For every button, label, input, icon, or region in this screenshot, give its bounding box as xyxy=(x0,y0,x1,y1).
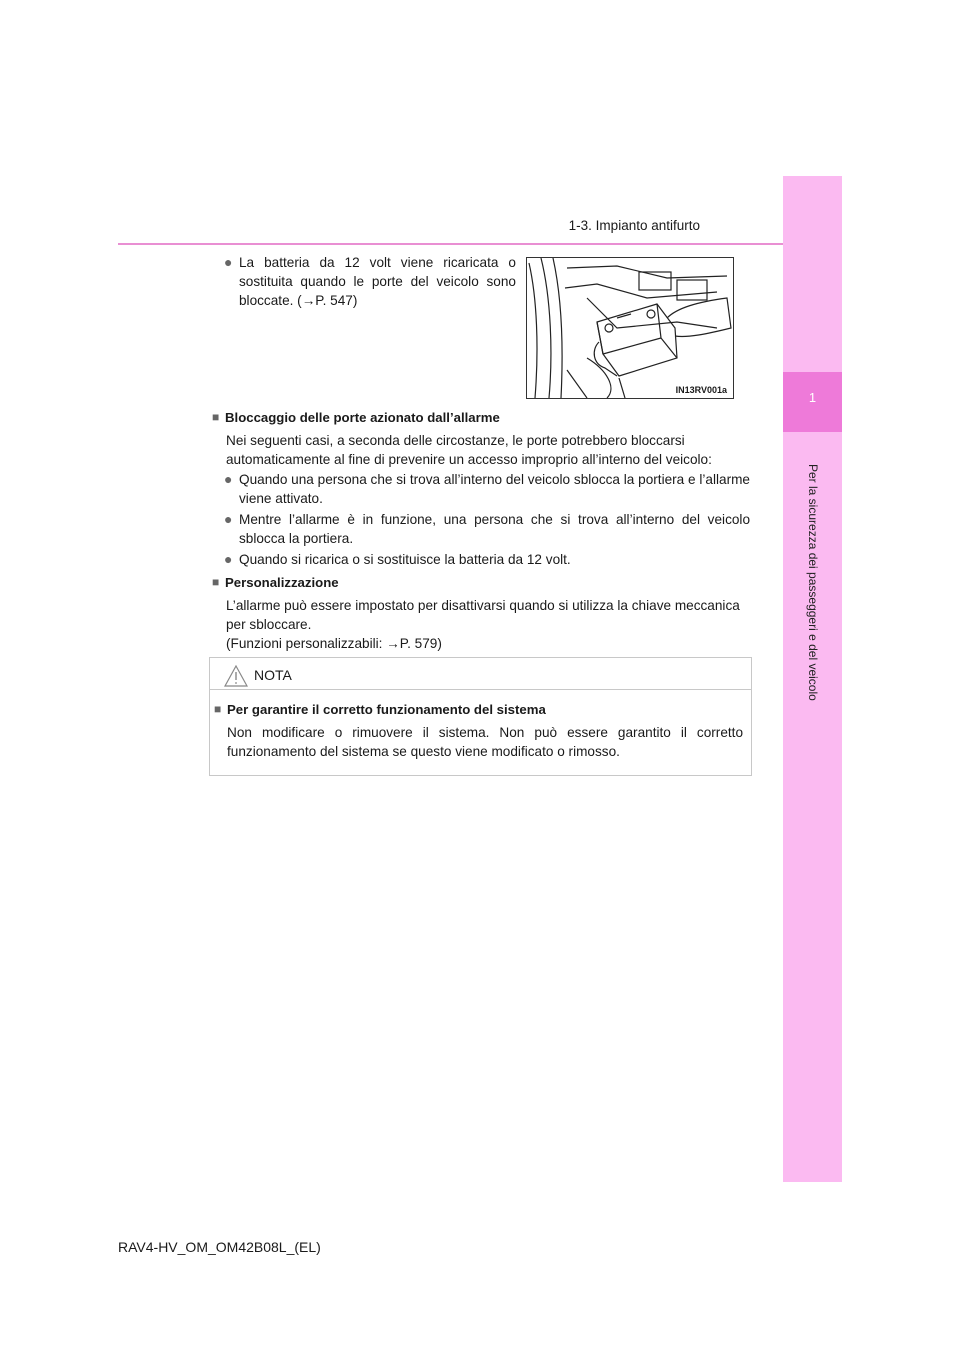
square-bullet-icon: ■ xyxy=(212,575,220,589)
lock-heading-text: Bloccaggio delle porte azionato dall’allarme xyxy=(225,410,500,425)
custom-paragraph: L’allarme può essere impostato per disattivarsi quando si utilizza la chiave meccanica per sbloccare. xyxy=(226,598,740,632)
battery-illustration xyxy=(526,257,734,399)
bullet-circle-icon: ● xyxy=(224,254,233,270)
lock-item-text: Mentre l’allarme è in funzione, una persona che si trova all’interno del veicolo sblocca la portiera. xyxy=(239,512,750,546)
square-bullet-icon: ■ xyxy=(212,410,220,424)
document-code: RAV4-HV_OM_OM42B08L_(EL) xyxy=(118,1239,321,1255)
notice-divider xyxy=(210,689,751,690)
chapter-title: Per la sicurezza dei passeggeri e del veicolo xyxy=(806,464,820,701)
lock-item xyxy=(224,510,750,548)
notice-text: Non modificare o rimuovere il sistema. Non può essere garantito il corretto funzionamento del sistema se questo viene modificato o rimosso. xyxy=(227,725,743,759)
lock-item-text: Quando una persona che si trova all’interno del veicolo sblocca la portiera e l’allarme viene attivato. xyxy=(239,472,750,506)
lock-item xyxy=(224,550,750,569)
intro-bullet-text: La batteria da 12 volt viene ricaricata o sostituita quando le porte del veicolo sono bloccate. (→P. 547) xyxy=(239,255,516,308)
lock-heading xyxy=(212,408,500,427)
chapter-number: 1 xyxy=(808,390,817,405)
lock-paragraph: Nei seguenti casi, a seconda delle circostanze, le porte potrebbero bloccarsi automaticamente al fine di prevenire un accesso improprio all’interno del veicolo: xyxy=(226,433,712,467)
header-divider xyxy=(118,243,842,245)
bullet-circle-icon: ● xyxy=(224,511,233,527)
bullet-circle-icon: ● xyxy=(224,471,233,487)
lock-item xyxy=(224,470,750,508)
custom-heading-text: Personalizzazione xyxy=(225,575,339,590)
custom-crossref: (Funzioni personalizzabili: →P. 579) xyxy=(226,636,442,651)
notice-box xyxy=(209,657,752,776)
battery-drawing xyxy=(527,258,733,398)
notice-heading xyxy=(214,700,546,719)
notice-title: NOTA xyxy=(254,667,292,683)
figure-id: IN13RV001a xyxy=(675,385,727,395)
bullet-circle-icon: ● xyxy=(224,551,233,567)
custom-heading xyxy=(212,573,339,592)
square-bullet-icon: ■ xyxy=(214,702,222,716)
section-title: 1-3. Impianto antifurto xyxy=(568,218,700,233)
notice-heading-text: Per garantire il corretto funzionamento del sistema xyxy=(227,702,546,717)
warning-triangle-icon xyxy=(224,665,248,687)
lock-item-text: Quando si ricarica o si sostituisce la batteria da 12 volt. xyxy=(239,552,571,567)
intro-bullet xyxy=(224,253,516,310)
